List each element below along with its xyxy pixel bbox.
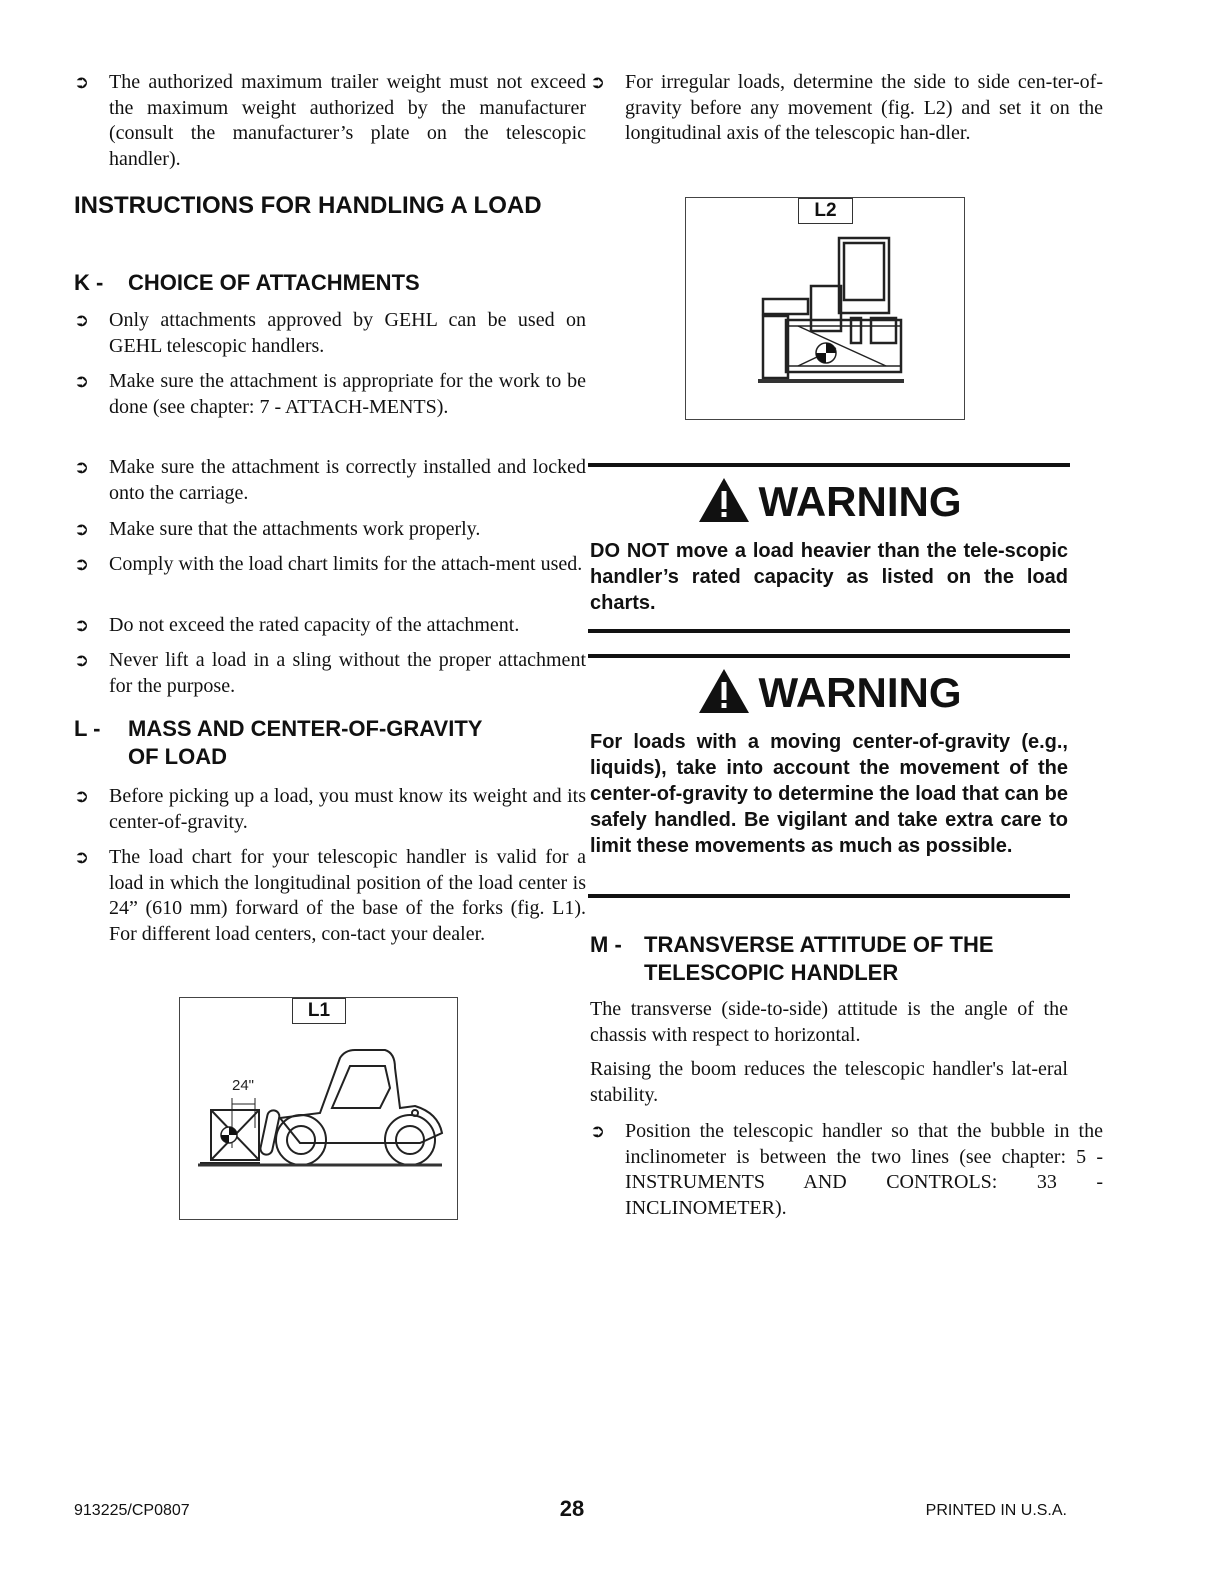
- heading-text: TRANSVERSE ATTITUDE OF THE: [644, 932, 994, 957]
- bullet-text: The load chart for your telescopic handler is valid for a load in which the longitudinal position of the load center is 24” (610 mm) forward of the base of the forks (fig. L1). For different load centers, con-tact your dealer.: [109, 846, 586, 946]
- dimension-label: 24": [232, 1077, 255, 1094]
- figure-label: L2: [798, 198, 853, 224]
- bullet-text: For irregular loads, determine the side to side cen-ter-of-gravity before any movement (fig. L2) and set it on the longitudinal axis of the telescopic han-dler.: [625, 71, 1103, 145]
- bullet-text: Make sure the attachment is appropriate for the work to be done (see chapter: 7 - ATTACH-MENTS).: [109, 370, 586, 418]
- telehandler-side-illustration: [180, 998, 457, 1219]
- heading-m: [590, 931, 994, 987]
- heading-letter: L -: [74, 716, 101, 741]
- arrow-bullet-icon: ➲: [74, 615, 90, 636]
- heading-letter: M -: [590, 932, 622, 957]
- warning-text: For loads with a moving center-of-gravity (e.g., liquids), take into account the movement of the center-of-gravity to determine the load that can be safely handled. Be vigilant and take extra care to limit these movements as much as possible.: [590, 731, 1068, 857]
- bullet-item: [74, 613, 586, 639]
- paragraph: Raising the boom reduces the telescopic handler's lat-eral stability.: [590, 1058, 1068, 1106]
- page-number: 28: [559, 1496, 585, 1521]
- arrow-bullet-icon: ➲: [74, 310, 90, 331]
- bullet-text: Make sure that the attachments work properly.: [109, 518, 481, 540]
- arrow-bullet-icon: ➲: [590, 72, 606, 93]
- paragraph: The transverse (side-to-side) attitude is the angle of the chassis with respect to horizontal.: [590, 998, 1068, 1046]
- warning-title: [588, 476, 1070, 526]
- warning-triangle-icon: [697, 667, 751, 715]
- section-title: INSTRUCTIONS FOR HANDLING A LOAD: [74, 192, 542, 219]
- bullet-item: [590, 1119, 1103, 1222]
- bullet-item: [74, 455, 586, 506]
- heading-text: OF LOAD: [128, 744, 227, 769]
- bullet-item: [74, 70, 586, 173]
- warning-title-text: WARNING: [758, 478, 962, 525]
- bullet-item: [74, 552, 586, 578]
- bullet-item: [74, 648, 586, 699]
- arrow-bullet-icon: ➲: [74, 786, 90, 807]
- bullet-text: Do not exceed the rated capacity of the attachment.: [109, 614, 520, 636]
- arrow-bullet-icon: ➲: [74, 650, 90, 671]
- warning-rule: [588, 894, 1070, 898]
- arrow-bullet-icon: ➲: [590, 1121, 606, 1142]
- warning-rule: [588, 654, 1070, 658]
- figure-label: L1: [292, 998, 346, 1024]
- arrow-bullet-icon: ➲: [74, 371, 90, 392]
- figure-l1: [179, 997, 458, 1220]
- warning-triangle-icon: [697, 476, 751, 524]
- heading-text: MASS AND CENTER-OF-GRAVITY: [128, 716, 483, 741]
- arrow-bullet-icon: ➲: [74, 72, 90, 93]
- bullet-text: Position the telescopic handler so that the bubble in the inclinometer is between the two lines (see chapter: 5 - INSTRUMENTS AND CONTROLS: 33 - INCLINOMETER).: [625, 1120, 1103, 1220]
- figure-l2: [685, 197, 965, 420]
- warning-title: [588, 667, 1070, 717]
- bullet-text: Only attachments approved by GEHL can be used on GEHL telescopic handlers.: [109, 309, 586, 357]
- bullet-item: [74, 517, 586, 543]
- bullet-text: Before picking up a load, you must know its weight and its center-of-gravity.: [109, 785, 586, 833]
- arrow-bullet-icon: ➲: [74, 847, 90, 868]
- bullet-text: Never lift a load in a sling without the proper attachment for the purpose.: [109, 649, 586, 697]
- bullet-item: [74, 784, 586, 835]
- bullet-item: [74, 308, 586, 359]
- heading-letter: K -: [74, 270, 104, 295]
- bullet-item: [590, 70, 1103, 147]
- heading-text: CHOICE OF ATTACHMENTS: [128, 270, 420, 295]
- doc-number: 913225/CP0807: [74, 1502, 190, 1519]
- bullet-text: Make sure the attachment is correctly installed and locked onto the carriage.: [109, 456, 586, 504]
- arrow-bullet-icon: ➲: [74, 554, 90, 575]
- arrow-bullet-icon: ➲: [74, 457, 90, 478]
- warning-rule: [588, 629, 1070, 633]
- warning-rule: [588, 463, 1070, 467]
- bullet-item: [74, 845, 586, 948]
- telehandler-front-illustration: [686, 198, 964, 419]
- heading-text: TELESCOPIC HANDLER: [644, 960, 899, 985]
- arrow-bullet-icon: ➲: [74, 519, 90, 540]
- printed-in: PRINTED IN U.S.A.: [925, 1502, 1067, 1519]
- heading-l: [74, 715, 482, 771]
- bullet-text: The authorized maximum trailer weight must not exceed the maximum weight authorized by the manufacturer (consult the manufacturer’s plate on the telescopic handler).: [109, 71, 586, 171]
- heading-k: [74, 269, 420, 297]
- warning-text: DO NOT move a load heavier than the tele-scopic handler’s rated capacity as listed on the load charts.: [590, 540, 1068, 614]
- bullet-text: Comply with the load chart limits for the attach-ment used.: [109, 553, 583, 575]
- bullet-item: [74, 369, 586, 420]
- warning-title-text: WARNING: [758, 669, 962, 716]
